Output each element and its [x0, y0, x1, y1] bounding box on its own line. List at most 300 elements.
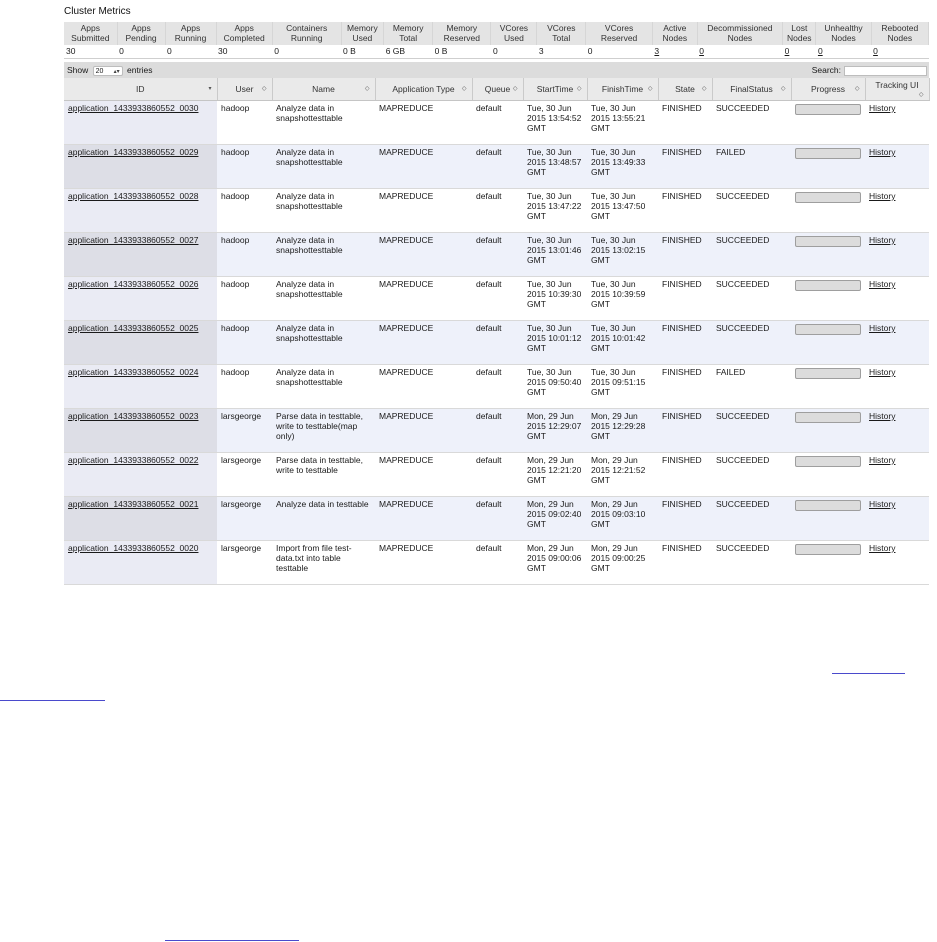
cell-state — [658, 321, 712, 365]
metric-header-line: Decommissioned — [707, 23, 773, 33]
cell-name — [272, 541, 375, 585]
metric-header-line: Nodes — [786, 33, 812, 43]
cell-text: Mon, 29 Jun 2015 12:21:52 GMT — [591, 455, 646, 485]
tracking-history-link[interactable]: History — [869, 499, 896, 509]
application-row — [64, 101, 929, 145]
cell-text: SUCCEEDED — [716, 191, 770, 201]
progress-bar — [795, 148, 861, 159]
cell-finish — [587, 409, 658, 453]
cell-state — [658, 189, 712, 233]
application-row — [64, 145, 929, 189]
cell-text: FAILED — [716, 367, 746, 377]
cell-tracking — [865, 497, 929, 541]
link-fragment[interactable] — [832, 673, 905, 674]
cell-user — [217, 277, 272, 321]
column-header-label: Progress — [810, 84, 845, 94]
cell-text: FINISHED — [662, 147, 702, 157]
metric-header — [816, 22, 871, 45]
metric-header-line: Memory — [446, 23, 478, 33]
node-count-link[interactable]: 0 — [817, 46, 823, 56]
cell-tracking — [865, 189, 929, 233]
metric-header-line: Nodes — [887, 33, 913, 43]
progress-bar — [795, 280, 861, 291]
metric-header-line: Total — [552, 33, 571, 43]
cell-finish — [587, 541, 658, 585]
cell-text: Import from file test-data.txt into table testtable — [276, 543, 352, 573]
metric-header — [341, 22, 384, 45]
cell-queue — [472, 101, 523, 145]
cell-start — [523, 189, 587, 233]
tracking-history-link[interactable]: History — [869, 191, 896, 201]
application-id-link[interactable]: application_1433933860552_0023 — [68, 411, 199, 421]
metric-header — [433, 22, 491, 45]
cell-text: Tue, 30 Jun 2015 13:47:50 GMT — [591, 191, 646, 221]
metric-header-line: Completed — [223, 33, 265, 43]
cell-text: Tue, 30 Jun 2015 13:49:33 GMT — [591, 147, 646, 177]
cell-progress — [791, 321, 865, 365]
cell-text: SUCCEEDED — [716, 411, 770, 421]
cell-start — [523, 541, 587, 585]
tracking-history-link[interactable]: History — [869, 103, 896, 113]
cell-text: SUCCEEDED — [716, 235, 770, 245]
cell-type — [375, 277, 472, 321]
metric-header-line: Memory — [392, 23, 424, 33]
cell-name — [272, 233, 375, 277]
metric-value-cell — [272, 45, 341, 59]
cell-name — [272, 145, 375, 189]
cell-text: default — [476, 543, 502, 553]
cell-text: Mon, 29 Jun 2015 09:00:25 GMT — [591, 543, 646, 573]
metric-header — [384, 22, 433, 45]
metric-value: 6 GB — [385, 46, 406, 56]
column-header-progress[interactable] — [791, 78, 865, 101]
metric-header — [491, 22, 537, 45]
cell-text: FINISHED — [662, 455, 702, 465]
progress-bar — [795, 544, 861, 555]
metric-value-cell — [216, 45, 272, 59]
application-id-link[interactable]: application_1433933860552_0030 — [68, 103, 199, 113]
metric-value-cell — [64, 45, 117, 59]
cell-id — [64, 233, 217, 277]
cell-id — [64, 409, 217, 453]
cell-queue — [472, 453, 523, 497]
cell-progress — [791, 365, 865, 409]
metric-value-cell — [117, 45, 165, 59]
application-row — [64, 541, 929, 585]
cell-state — [658, 365, 712, 409]
metric-value-cell — [697, 45, 782, 59]
application-row — [64, 409, 929, 453]
metric-value-cell — [783, 45, 816, 59]
metric-value: 0 — [119, 46, 124, 56]
cell-final-status — [712, 365, 791, 409]
cell-text: FAILED — [716, 147, 746, 157]
cell-final-status — [712, 541, 791, 585]
cell-name — [272, 321, 375, 365]
cell-id — [64, 189, 217, 233]
cell-state — [658, 409, 712, 453]
progress-bar — [795, 500, 861, 511]
sort-both-icon: ◇ — [461, 86, 467, 92]
cell-type — [375, 189, 472, 233]
cell-state — [658, 453, 712, 497]
cell-text: Analyze data in snapshottesttable — [276, 147, 343, 167]
metric-header-line: Rebooted — [881, 23, 919, 33]
metric-value-cell — [652, 45, 697, 59]
cell-text: SUCCEEDED — [716, 499, 770, 509]
column-header-label: User — [235, 84, 254, 94]
cell-text: FINISHED — [662, 367, 702, 377]
metric-value-cell — [384, 45, 433, 59]
cell-state — [658, 101, 712, 145]
cell-text: MAPREDUCE — [379, 367, 434, 377]
metric-header-line: Apps — [180, 23, 201, 33]
application-id-link[interactable]: application_1433933860552_0026 — [68, 279, 199, 289]
column-header-application-type[interactable] — [375, 78, 472, 101]
application-id-link[interactable]: application_1433933860552_0024 — [68, 367, 199, 377]
cell-state — [658, 541, 712, 585]
cell-tracking — [865, 409, 929, 453]
metric-header-line: VCores — [547, 23, 576, 33]
cell-type — [375, 321, 472, 365]
cell-text: default — [476, 323, 502, 333]
sort-both-icon: ◇ — [701, 86, 707, 92]
cell-text: FINISHED — [662, 411, 702, 421]
tracking-history-link[interactable]: History — [869, 543, 896, 553]
metric-header — [586, 22, 653, 45]
cell-queue — [472, 409, 523, 453]
tracking-history-link[interactable]: History — [869, 235, 896, 245]
metric-header — [537, 22, 586, 45]
cell-progress — [791, 497, 865, 541]
metric-value-cell — [341, 45, 384, 59]
cell-queue — [472, 321, 523, 365]
cell-text: default — [476, 367, 502, 377]
cell-id — [64, 541, 217, 585]
cell-finish — [587, 321, 658, 365]
tracking-history-link[interactable]: History — [869, 279, 896, 289]
metric-header — [871, 22, 928, 45]
show-label: Show — [67, 65, 89, 75]
metric-header-line: Total — [399, 33, 418, 43]
application-row — [64, 277, 929, 321]
cell-user — [217, 541, 272, 585]
metric-value-cell — [433, 45, 491, 59]
cell-text: Tue, 30 Jun 2015 09:51:15 GMT — [591, 367, 646, 397]
cell-text: Tue, 30 Jun 2015 13:55:21 GMT — [591, 103, 646, 133]
cluster-metrics-title: Cluster Metrics — [64, 6, 131, 17]
metric-header — [652, 22, 697, 45]
cell-text: default — [476, 411, 502, 421]
column-header-finishtime[interactable] — [587, 78, 658, 101]
cell-text: default — [476, 103, 502, 113]
cell-state — [658, 233, 712, 277]
cell-text: Analyze data in testtable — [276, 499, 369, 509]
cell-text: larsgeorge — [221, 455, 262, 465]
cell-text: Analyze data in snapshottesttable — [276, 367, 343, 387]
cell-id — [64, 497, 217, 541]
search-input[interactable] — [844, 66, 927, 76]
cell-text: SUCCEEDED — [716, 455, 770, 465]
metric-header-line: Submitted — [71, 33, 110, 43]
cell-queue — [472, 277, 523, 321]
cell-tracking — [865, 541, 929, 585]
cell-tracking — [865, 365, 929, 409]
cell-text: Tue, 30 Jun 2015 10:39:59 GMT — [591, 279, 646, 309]
cell-progress — [791, 409, 865, 453]
cell-finish — [587, 189, 658, 233]
cell-text: Tue, 30 Jun 2015 13:48:57 GMT — [527, 147, 582, 177]
cell-finish — [587, 233, 658, 277]
application-id-link[interactable]: application_1433933860552_0021 — [68, 499, 199, 509]
cell-finish — [587, 365, 658, 409]
application-id-link[interactable]: application_1433933860552_0022 — [68, 455, 199, 465]
cell-text: MAPREDUCE — [379, 499, 434, 509]
cell-id — [64, 321, 217, 365]
column-header-starttime[interactable] — [523, 78, 587, 101]
applications-table-viewport[interactable] — [64, 78, 929, 573]
cell-text: FINISHED — [662, 103, 702, 113]
node-count-link[interactable]: 3 — [654, 46, 660, 56]
application-row — [64, 453, 929, 497]
cell-type — [375, 453, 472, 497]
metric-value: 0 B — [434, 46, 448, 56]
cell-text: Mon, 29 Jun 2015 12:29:07 GMT — [527, 411, 582, 441]
cell-text: Tue, 30 Jun 2015 10:01:12 GMT — [527, 323, 582, 353]
metric-value-cell — [816, 45, 871, 59]
metric-value: 3 — [538, 46, 544, 56]
cell-final-status — [712, 145, 791, 189]
cell-text: Analyze data in snapshottesttable — [276, 323, 343, 343]
application-id-link[interactable]: application_1433933860552_0027 — [68, 235, 199, 245]
cell-text: Analyze data in snapshottesttable — [276, 235, 343, 255]
cell-finish — [587, 497, 658, 541]
cell-text: hadoop — [221, 279, 250, 289]
metric-header-line: Nodes — [727, 33, 753, 43]
progress-bar — [795, 192, 861, 203]
sort-both-icon: ◇ — [261, 86, 267, 92]
column-header-finalstatus[interactable] — [712, 78, 791, 101]
cell-text: default — [476, 499, 502, 509]
application-id-link[interactable]: application_1433933860552_0028 — [68, 191, 199, 201]
cell-start — [523, 233, 587, 277]
metric-header — [165, 22, 216, 45]
cell-start — [523, 101, 587, 145]
metric-header-line: Nodes — [831, 33, 856, 43]
metric-value: 0 — [274, 46, 280, 56]
cell-text: FINISHED — [662, 279, 702, 289]
cell-name — [272, 497, 375, 541]
search-control — [812, 62, 927, 78]
cell-start — [523, 497, 587, 541]
tracking-history-link[interactable]: History — [869, 367, 896, 377]
cell-text: Mon, 29 Jun 2015 12:21:20 GMT — [527, 455, 582, 485]
cell-user — [217, 497, 272, 541]
column-header-queue[interactable] — [472, 78, 523, 101]
cell-progress — [791, 233, 865, 277]
progress-bar — [795, 324, 861, 335]
cell-text: FINISHED — [662, 499, 702, 509]
link-fragment[interactable] — [165, 940, 299, 941]
cell-text: MAPREDUCE — [379, 191, 434, 201]
cell-name — [272, 365, 375, 409]
cell-user — [217, 321, 272, 365]
cell-text: SUCCEEDED — [716, 103, 770, 113]
application-id-link[interactable]: application_1433933860552_0025 — [68, 323, 199, 333]
cell-id — [64, 365, 217, 409]
cell-text: hadoop — [221, 367, 250, 377]
cell-text: Tue, 30 Jun 2015 13:02:15 GMT — [591, 235, 646, 265]
node-count-link[interactable]: 0 — [784, 46, 790, 56]
cell-progress — [791, 101, 865, 145]
metric-header-line: Apps — [131, 23, 151, 33]
metric-header — [216, 22, 272, 45]
cell-text: Parse data in testtable, write to testtable(map only) — [276, 411, 363, 441]
cell-queue — [472, 541, 523, 585]
cell-id — [64, 101, 217, 145]
cell-text: hadoop — [221, 235, 250, 245]
application-id-link[interactable]: application_1433933860552_0020 — [68, 543, 199, 553]
metric-header-line: Used — [352, 33, 373, 43]
progress-bar — [795, 104, 861, 115]
metric-header-line: Running — [174, 33, 207, 43]
node-count-link[interactable]: 0 — [699, 46, 704, 56]
column-header-name[interactable] — [272, 78, 375, 101]
cell-queue — [472, 233, 523, 277]
cell-type — [375, 541, 472, 585]
cell-text: default — [476, 147, 502, 157]
cell-text: Mon, 29 Jun 2015 12:29:28 GMT — [591, 411, 646, 441]
metric-header-line: Reserved — [443, 33, 481, 43]
cell-id — [64, 277, 217, 321]
search-label: Search: — [811, 65, 841, 75]
metric-header — [697, 22, 782, 45]
cell-name — [272, 101, 375, 145]
metric-header-line: Active — [663, 23, 687, 33]
cell-queue — [472, 189, 523, 233]
cell-user — [217, 101, 272, 145]
metric-header — [783, 22, 816, 45]
application-id-link[interactable]: application_1433933860552_0029 — [68, 147, 199, 157]
sort-both-icon: ◇ — [576, 86, 582, 92]
cell-text: Tue, 30 Jun 2015 13:47:22 GMT — [527, 191, 582, 221]
metric-header-line: Unhealthy — [824, 23, 863, 33]
application-row — [64, 365, 929, 409]
cell-text: larsgeorge — [221, 411, 262, 421]
metric-header-line: VCores — [499, 23, 529, 33]
application-row — [64, 321, 929, 365]
sort-desc-icon: ▾ — [208, 86, 212, 92]
sort-both-icon: ◇ — [918, 92, 924, 98]
cell-name — [272, 189, 375, 233]
cell-user — [217, 145, 272, 189]
cell-text: MAPREDUCE — [379, 279, 434, 289]
cell-state — [658, 497, 712, 541]
cell-text: Mon, 29 Jun 2015 09:02:40 GMT — [527, 499, 582, 529]
cell-start — [523, 453, 587, 497]
metric-header-line: Nodes — [662, 33, 688, 43]
cell-text: MAPREDUCE — [379, 543, 434, 553]
cell-type — [375, 101, 472, 145]
column-header-id[interactable] — [64, 78, 217, 101]
cell-name — [272, 453, 375, 497]
cell-finish — [587, 145, 658, 189]
cell-text: default — [476, 279, 502, 289]
metric-value: 30 — [218, 46, 228, 56]
tracking-history-link[interactable]: History — [869, 323, 896, 333]
link-fragment[interactable] — [0, 700, 105, 701]
cell-text: FINISHED — [662, 191, 702, 201]
column-header-tracking-ui[interactable] — [865, 78, 929, 101]
cell-tracking — [865, 321, 929, 365]
metric-value-cell — [537, 45, 586, 59]
cell-user — [217, 233, 272, 277]
column-header-state[interactable] — [658, 78, 712, 101]
progress-bar — [795, 456, 861, 467]
cluster-overview-page — [64, 4, 929, 573]
tracking-history-link[interactable]: History — [869, 455, 896, 465]
entries-label: entries — [127, 65, 153, 75]
cell-start — [523, 277, 587, 321]
tracking-history-link[interactable]: History — [869, 411, 896, 421]
column-header-label: FinalStatus — [730, 84, 773, 94]
cell-start — [523, 145, 587, 189]
metric-value-cell — [586, 45, 653, 59]
cell-text: default — [476, 235, 502, 245]
cell-text: MAPREDUCE — [379, 455, 434, 465]
tracking-history-link[interactable]: History — [869, 147, 896, 157]
metric-header — [272, 22, 341, 45]
node-count-link[interactable]: 0 — [873, 46, 878, 56]
metric-header-line: Lost — [791, 23, 808, 33]
cell-text: hadoop — [221, 191, 250, 201]
cell-text: Tue, 30 Jun 2015 10:39:30 GMT — [527, 279, 582, 309]
cell-text: Analyze data in snapshottesttable — [276, 191, 343, 211]
cell-final-status — [712, 409, 791, 453]
cell-text: SUCCEEDED — [716, 543, 770, 553]
cell-text: Tue, 30 Jun 2015 13:01:46 GMT — [527, 235, 582, 265]
cell-final-status — [712, 233, 791, 277]
cell-type — [375, 497, 472, 541]
cell-text: MAPREDUCE — [379, 411, 434, 421]
cell-user — [217, 409, 272, 453]
metric-header-line: Apps — [80, 23, 100, 33]
column-header-label: Application Type — [392, 84, 455, 94]
sort-both-icon: ◇ — [364, 86, 370, 92]
cell-text: FINISHED — [662, 543, 702, 553]
page-length-select[interactable] — [93, 66, 123, 76]
cell-finish — [587, 453, 658, 497]
progress-bar — [795, 412, 861, 423]
cell-start — [523, 365, 587, 409]
cell-type — [375, 365, 472, 409]
cell-text: Analyze data in snapshottesttable — [276, 279, 343, 299]
cell-text: Mon, 29 Jun 2015 09:03:10 GMT — [591, 499, 646, 529]
application-row — [64, 233, 929, 277]
sort-both-icon: ◇ — [780, 86, 786, 92]
cell-text: Mon, 29 Jun 2015 09:00:06 GMT — [527, 543, 582, 573]
cell-name — [272, 409, 375, 453]
cell-final-status — [712, 453, 791, 497]
column-header-user[interactable] — [217, 78, 272, 101]
metric-header-line: Pending — [125, 33, 157, 43]
column-header-label: ID — [136, 84, 145, 94]
cell-final-status — [712, 277, 791, 321]
page-length-value: 20 — [95, 67, 104, 75]
cell-finish — [587, 277, 658, 321]
cell-type — [375, 409, 472, 453]
metric-header-line: Reserved — [600, 33, 638, 43]
